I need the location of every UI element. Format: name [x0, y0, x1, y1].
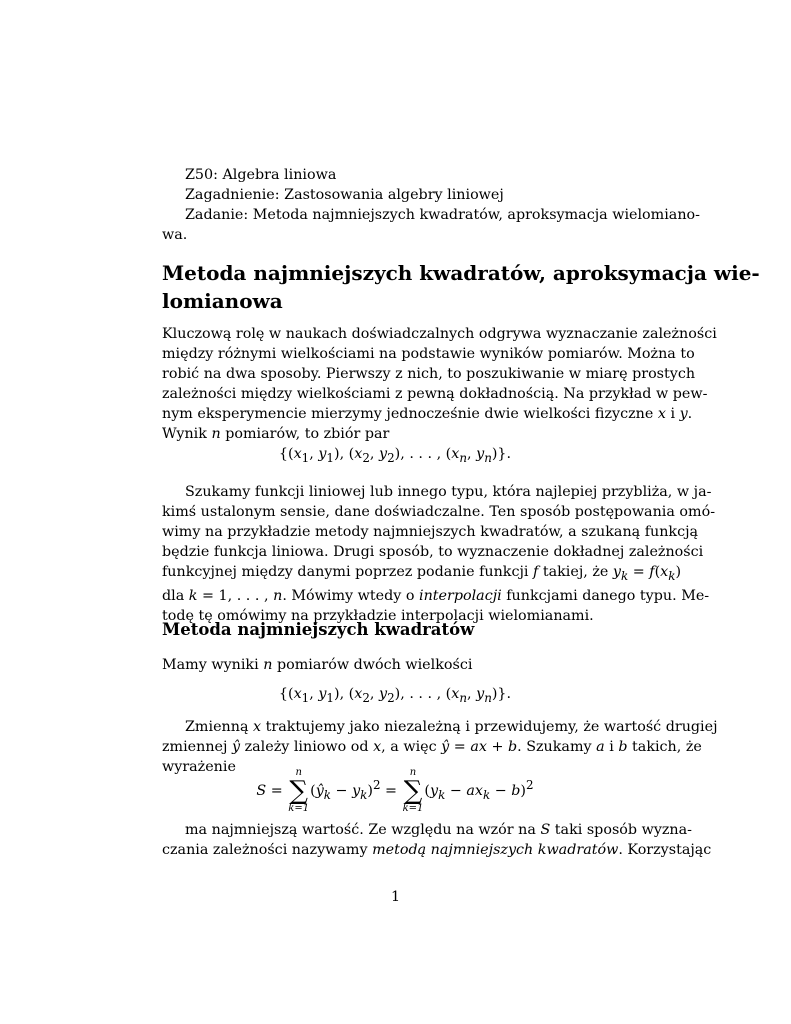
course-line: Z50: Algebra liniowa — [185, 167, 337, 183]
page-title — [162, 259, 760, 315]
page-number: 1 — [390, 889, 401, 905]
text-line: Wynik n pomiarów, to zbiór par — [162, 426, 390, 442]
least-squares-formula: S = n ∑ k=1 $(ŷ_k - y_k)^2$ = n ∑ k=1 $(y_k - ax_k - b)^2$ — [256, 767, 534, 814]
text-line: czania zależności nazywamy metodą najmniejszych kwadratów. Korzystając — [162, 842, 712, 858]
text-line: między różnymi wielkościami na podstawie wyników pomiarów. Można to — [162, 346, 695, 362]
text-line: todę tę omówimy na przykładzie interpolacji wielomianami. — [162, 607, 594, 624]
text-line: Szukamy funkcji liniowej lub innego typu, która najlepiej przybliża, w ja- — [185, 484, 712, 500]
task-line-cont: wa. — [162, 227, 188, 243]
text-line: zmiennej ŷ zależy liniowo od x, a więc ŷ = ax + b. Szukamy a i b takich, że — [162, 739, 702, 755]
section-intro — [162, 655, 628, 675]
topic-line: Zagadnienie: Zastosowania algebry liniowej — [185, 187, 504, 203]
text-line: będzie funkcja liniowa. Drugi sposób, to wyznaczenie dokładnej zależności — [162, 544, 704, 560]
task-line: Zadanie: Metoda najmniejszych kwadratów, aproksymacja wielomiano- — [185, 207, 700, 223]
text-line: Zmienną x traktujemy jako niezależną i przewidujemy, że wartość drugiej — [185, 719, 718, 735]
intro-paragraph — [162, 324, 717, 444]
pairs-set-formula-2: {($x_1$, $y_1$), ($x_2$, $y_2$), . . . , ($x_n$, $y_n$)}. — [278, 686, 512, 705]
text-line: wimy na przykładzie metody najmniejszych kwadratów, a szukaną funkcją — [162, 524, 699, 540]
summation: n ∑ k=1 — [288, 767, 310, 814]
text-line: kimś ustalonym sensie, dane doświadczalne. Ten sposób postępowania omó- — [162, 504, 716, 520]
summation: n ∑ k=1 — [402, 767, 424, 814]
closing-paragraph — [162, 820, 712, 860]
title-line-1: Metoda najmniejszych kwadratów, aproksymacja wie- — [162, 261, 760, 285]
pairs-set-formula: {($x_1$, $y_1$), ($x_2$, $y_2$), . . . , ($x_n$, $y_n$)}. — [278, 446, 512, 465]
text-line: dla k = 1, . . . , n. Mówimy wtedy o interpolacji funkcjami danego typu. Me- — [162, 587, 710, 604]
second-paragraph — [162, 482, 716, 626]
text-line: Kluczową rolę w naukach doświadczalnych odgrywa wyznaczanie zależności — [162, 326, 717, 342]
text-line: ma najmniejszą wartość. Ze względu na wzór na S taki sposób wyzna- — [185, 822, 692, 838]
text-line: robić na dwa sposoby. Pierwszy z nich, to poszukiwanie w miarę prostych — [162, 366, 696, 382]
text-line: wyrażenie — [162, 759, 236, 775]
text-line: nym eksperymencie mierzymy jednocześnie dwie wielkości fizyczne x i y. — [162, 406, 693, 422]
section-heading — [162, 619, 628, 641]
section-title: Metoda najmniejszych kwadratów — [162, 620, 475, 639]
text-line: funkcyjnej między danymi poprzez podanie funkcji f takiej, że $y_k = f(x_k)$ — [162, 564, 682, 583]
header-block — [162, 165, 700, 245]
title-line-2: lomianowa — [162, 289, 283, 313]
text-line: zależności między wielkościami z pewną dokładnością. Na przykład w pew- — [162, 386, 708, 402]
text-line: Mamy wyniki n pomiarów dwóch wielkości — [162, 657, 473, 673]
